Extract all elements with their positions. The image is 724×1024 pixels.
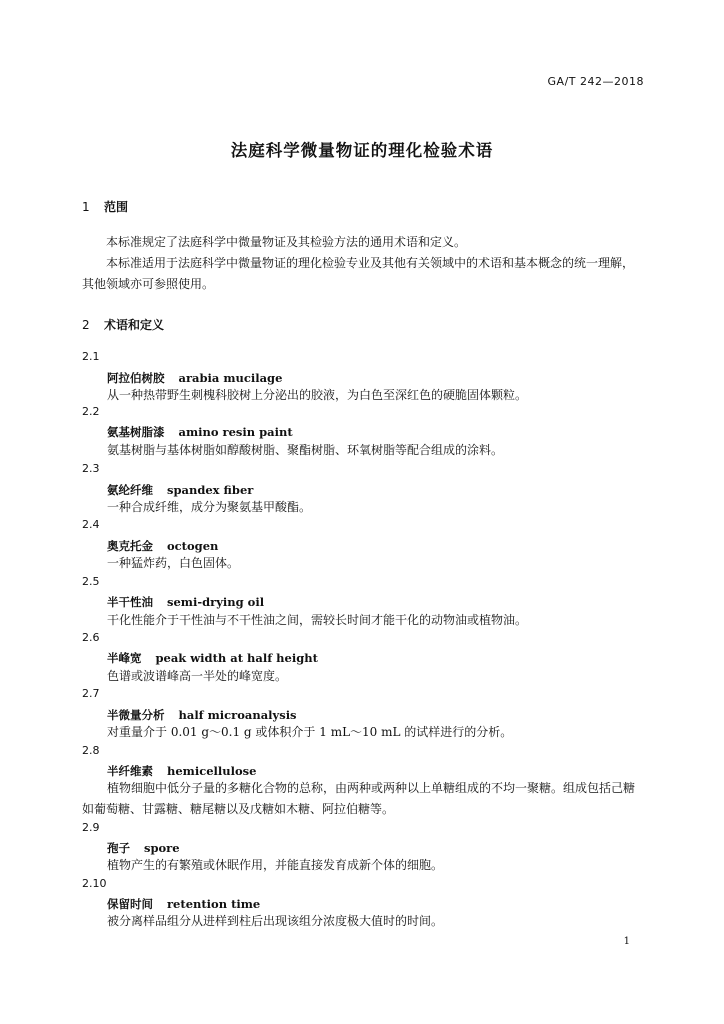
term-zh: 半纤维素 — [107, 764, 153, 778]
term-number: 2.10 — [82, 877, 107, 890]
term-zh: 氨纶纤维 — [107, 483, 153, 497]
term-definition: 一种猛炸药，白色固体。 — [107, 556, 240, 570]
term-en: octogen — [167, 539, 219, 553]
term-definition: 植物产生的有繁殖或休眠作用，并能直接发育成新个体的细胞。 — [107, 858, 444, 872]
term-en: peak width at half height — [155, 651, 318, 665]
term-zh: 阿拉伯树胶 — [107, 371, 165, 385]
section-1-heading — [82, 198, 128, 215]
standard-code: GA/T 242—2018 — [547, 75, 644, 88]
term-name — [107, 594, 264, 610]
term-zh: 半干性油 — [107, 595, 153, 609]
term-definition: 被分离样品组分从进样到柱后出现该组分浓度极大值时的时间。 — [107, 914, 444, 928]
term-name — [107, 763, 256, 779]
term-definition: 从一种热带野生刺槐科胶树上分泌出的胶液，为白色至深红色的硬脆固体颗粒。 — [107, 388, 528, 402]
term-definition: 一种合成纤维，成分为聚氨基甲酸酯。 — [107, 500, 312, 514]
term-en: arabia mucilage — [178, 371, 283, 385]
term-number: 2.8 — [82, 744, 100, 757]
term-en: semi-drying oil — [167, 595, 265, 609]
term-zh: 奥克托金 — [107, 539, 153, 553]
term-name — [107, 424, 293, 440]
term-en: half microanalysis — [178, 708, 297, 722]
term-zh: 半微量分析 — [107, 708, 165, 722]
term-definition: 干化性能介于干性油与不干性油之间，需较长时间才能干化的动物油或植物油。 — [107, 613, 528, 627]
term-name — [107, 840, 180, 856]
term-number: 2.6 — [82, 631, 100, 644]
section-title: 范围 — [104, 200, 129, 214]
term-number: 2.4 — [82, 518, 100, 531]
scope-paragraph-2: 本标准适用于法庭科学中微量物证的理化检验专业及其他有关领域中的术语和基本概念的统一理解，其他领域亦可参照使用。 — [82, 256, 635, 291]
term-zh: 保留时间 — [107, 897, 153, 911]
term-number: 2.9 — [82, 821, 100, 834]
term-en: hemicellulose — [167, 764, 257, 778]
term-number: 2.7 — [82, 687, 100, 700]
term-definition: 氨基树脂与基体树脂如醇酸树脂、聚酯树脂、环氧树脂等配合组成的涂料。 — [107, 443, 504, 457]
term-name — [107, 538, 218, 554]
term-definition: 色谱或波谱峰高一半处的峰宽度。 — [107, 669, 288, 683]
term-en: amino resin paint — [178, 425, 293, 439]
term-zh: 孢子 — [107, 841, 130, 855]
term-definition: 植物细胞中低分子量的多糖化合物的总称，由两种或两种以上单糖组成的不均一聚糖。组成包括己糖如葡萄糖、甘露糖、糖尾糖以及戊糖如木糖、阿拉伯糖等。 — [82, 781, 636, 816]
term-name — [107, 650, 318, 666]
section-number: 1 — [82, 200, 90, 214]
term-number: 2.3 — [82, 462, 100, 475]
term-en: retention time — [167, 897, 261, 911]
section-title: 术语和定义 — [104, 318, 165, 332]
term-name — [107, 896, 260, 912]
term-name — [107, 370, 282, 386]
term-number: 2.5 — [82, 575, 100, 588]
page-number: 1 — [623, 936, 630, 947]
term-en: spore — [144, 841, 180, 855]
term-definition: 对重量介于 0.01 g～0.1 g 或体积介于 1 mL～10 mL 的试样进行的分析。 — [107, 725, 513, 739]
term-name — [107, 482, 253, 498]
document-title: 法庭科学微量物证的理化检验术语 — [230, 141, 494, 160]
term-zh: 氨基树脂漆 — [107, 425, 165, 439]
term-number: 2.1 — [82, 350, 100, 363]
term-zh: 半峰宽 — [107, 651, 142, 665]
term-name — [107, 707, 297, 723]
section-number: 2 — [82, 318, 90, 332]
term-number: 2.2 — [82, 405, 100, 418]
section-2-heading — [82, 316, 164, 333]
scope-paragraph-1: 本标准规定了法庭科学中微量物证及其检验方法的通用术语和定义。 — [106, 235, 467, 249]
term-en: spandex fiber — [167, 483, 254, 497]
